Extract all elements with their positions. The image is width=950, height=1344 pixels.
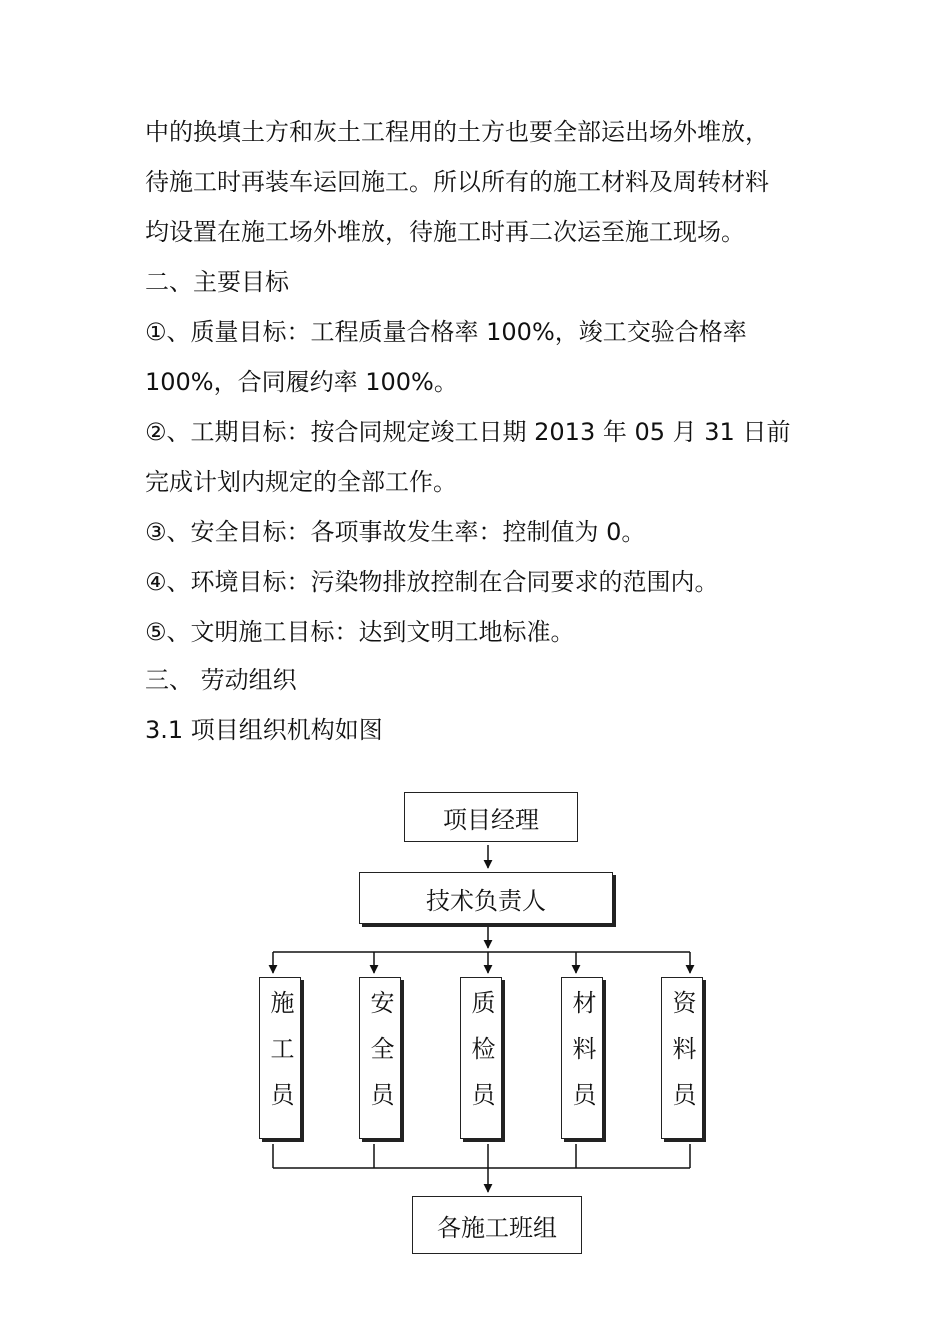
body-line-2: 待施工时再装车运回施工。所以所有的施工材料及周转材料 [145,168,769,196]
goal-civilized: ⑤、文明施工目标：达到文明工地标准。 [145,618,575,646]
section-heading-goals: 二、主要目标 [145,268,289,296]
goal-quality-line-1: ①、质量目标：工程质量合格率 100%，竣工交验合格率 [145,318,747,346]
org-node-label: 资料员 [668,990,696,1128]
body-line-3: 均设置在施工场外堆放，待施工时再二次运至施工现场。 [145,218,745,246]
goal-safety: ③、安全目标：各项事故发生率：控制值为 0。 [145,518,646,546]
org-node-label: 材料员 [568,990,596,1128]
org-node-project-manager [404,792,578,842]
section-heading-labor: 三、 劳动组织 [145,666,297,694]
goal-schedule-line-1: ②、工期目标：按合同规定竣工日期 2013 年 05 月 31 日前 [145,418,791,446]
org-node-label: 各施工班组 [437,1213,557,1242]
org-node-label: 施工员 [266,990,294,1128]
org-node-document-officer [661,977,703,1139]
org-node-label: 安全员 [366,990,394,1128]
org-node-quality-inspector [460,977,502,1139]
org-node-safety-officer [359,977,401,1139]
org-node-technical-lead [359,872,613,924]
org-node-materials-officer [561,977,603,1139]
org-node-label: 项目经理 [443,805,539,834]
subsection-heading-org: 3.1 项目组织机构如图 [145,716,383,744]
goal-quality-line-2: 100%，合同履约率 100%。 [145,368,458,396]
org-node-construction-teams [412,1196,582,1254]
org-node-label: 质检员 [467,990,495,1128]
body-line-1: 中的换填土方和灰土工程用的土方也要全部运出场外堆放， [145,118,769,146]
org-node-label: 技术负责人 [426,886,546,915]
org-node-construction-staff [259,977,301,1139]
goal-environment: ④、环境目标：污染物排放控制在合同要求的范围内。 [145,568,719,596]
goal-schedule-line-2: 完成计划内规定的全部工作。 [145,468,457,496]
